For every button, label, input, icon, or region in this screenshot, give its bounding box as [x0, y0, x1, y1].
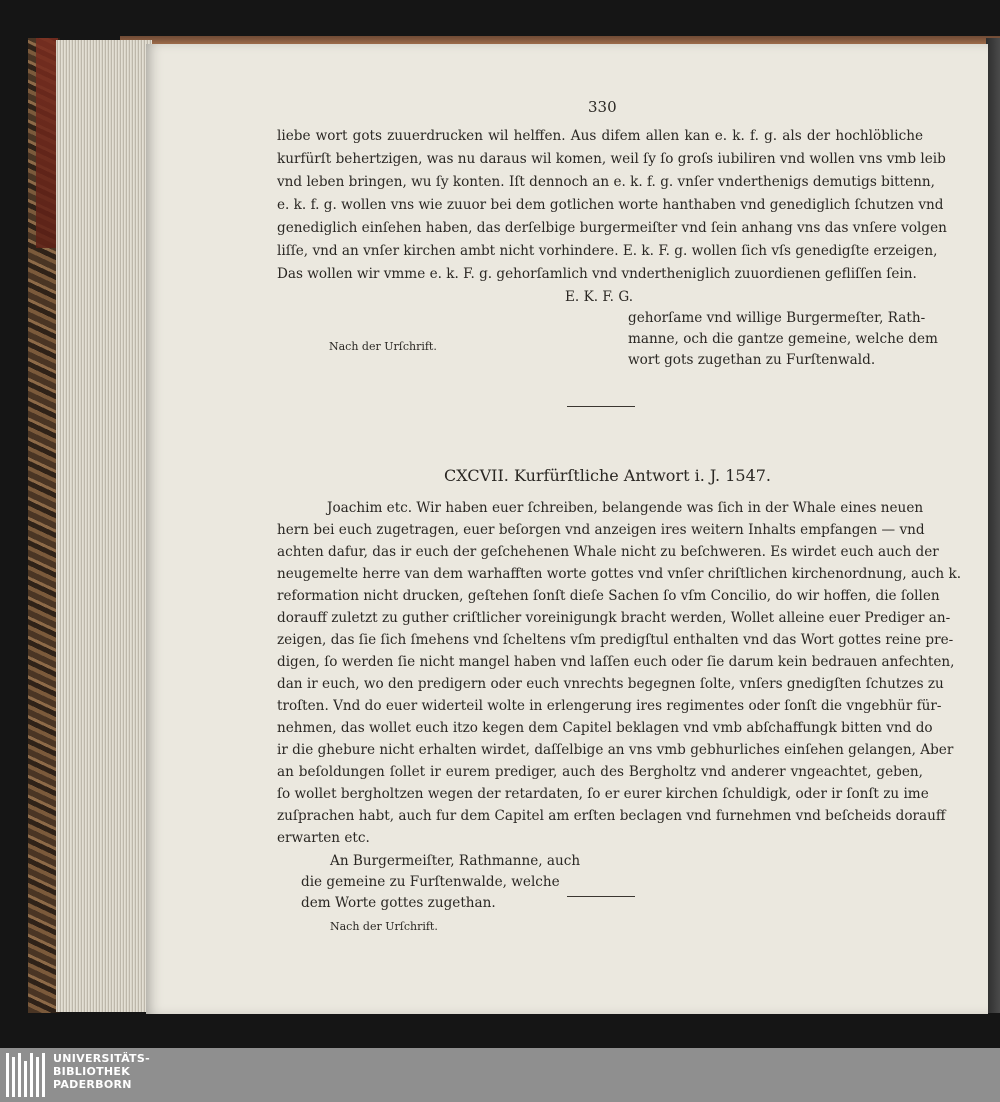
- letter2-line: nehmen, das wollet euch itzo kegen dem Capitel beklagen vnd vmb abſchaffungk bitten vnd do: [277, 720, 933, 736]
- letter2-line: Joachim etc. Wir haben euer ſchreiben, belangende was ſich in der Whale eines neuen: [327, 500, 924, 516]
- letter2-line: achten dafur, das ir euch der geſchehenen Whale nicht zu beſchweren. Es wirdet euch auch der: [277, 544, 939, 560]
- source-note: Nach der Urſchrift.: [330, 920, 438, 933]
- book-top-edge: [120, 36, 1000, 44]
- library-name-line: UNIVERSITÄTS-: [53, 1052, 150, 1065]
- address-line: An Burgermeiſter, Rathmanne, auch: [330, 853, 581, 869]
- letter1-line: e. k. f. g. wollen vns wie zuuor bei dem gotlichen worte hanthaben vnd genediglich ſchutzen vnd: [277, 197, 944, 213]
- letter2-line: ir die ghebure nicht erhalten wirdet, daſſelbige an vns vmb gebhurliches einſehen gelangen, Aber: [277, 742, 954, 758]
- right-board-edge: [986, 38, 1000, 1013]
- letter2-line: hern bei euch zugetragen, euer beſorgen vnd anzeigen ires weitern Inhalts empfangen — vnd: [277, 522, 925, 538]
- library-footer: [0, 1048, 1000, 1102]
- address-line: die gemeine zu Furſtenwalde, welche: [301, 874, 560, 890]
- letter2-line: dorauff zuletzt zu guther criſtlicher voreinigungk bracht werden, Wollet alleine euer Prediger an-: [277, 610, 951, 626]
- cover-spine-strip: [36, 38, 58, 248]
- letter1-line: Das wollen wir vmme e. k. F. g. gehorſamlich vnd vndertheniglich zuuordienen gefliſſen ſein.: [277, 266, 917, 282]
- library-name-line: PADERBORN: [53, 1078, 132, 1091]
- signature-line: wort gots zugethan zu Furſtenwald.: [628, 352, 876, 368]
- letter2-line: zeigen, das ſie ſich ſmehens vnd ſcheltens vſm predigſtul enthalten vnd das Wort gottes reine pre-: [277, 632, 954, 648]
- letter2-line: neugemelte herre van dem warhafften worte gottes vnd vnſer chriſtlichen kirchenordnung, auch k.: [277, 566, 962, 582]
- section-divider: [567, 406, 635, 407]
- page-stack-edge: [56, 40, 152, 1012]
- section-heading: CXCVII. Kurfürſtliche Antwort i. J. 1547.: [444, 466, 772, 485]
- library-logo-icon: [6, 1053, 48, 1097]
- letter1-line: liebe wort gots zuuerdrucken wil helffen. Aus difem allen kan e. k. f. g. als der hochlöbliche: [277, 128, 923, 144]
- address-line: dem Worte gottes zugethan.: [301, 895, 496, 911]
- letter1-line: liſſe, vnd an vnſer kirchen ambt nicht vorhindere. E. k. F. g. wollen ſich vſs genedigſte erzeigen,: [277, 243, 938, 259]
- page-number: 330: [588, 98, 617, 116]
- letter1-line: kurfürſt behertzigen, was nu daraus wil komen, weil ſy ſo groſs iubiliren vnd wollen vns vmb leib: [277, 151, 946, 167]
- source-note: Nach der Urſchrift.: [329, 340, 437, 353]
- letter2-line: dan ir euch, wo den predigern oder euch vnrechts begegnen ſolte, vnſers gnedigſten ſchutzes zu: [277, 676, 944, 692]
- letter2-line: reformation nicht drucken, geſtehen ſonſt dieſe Sachen ſo vſm Concilio, do wir hoffen, die ſollen: [277, 588, 940, 604]
- letter2-line: zuſprachen habt, auch fur dem Capitel am erſten beclagen vnd furnehmen vnd beſcheids dorauff: [277, 808, 946, 824]
- letter2-line: troſten. Vnd do euer widerteil wolte in erlengerung ires regimentes oder ſonſt die vngebhür für-: [277, 698, 942, 714]
- letter2-line: digen, ſo werden ſie nicht mangel haben vnd laſſen euch oder ſie darum kein bedrauen anfechten,: [277, 654, 955, 670]
- letter2-line: an beſoldungen ſollet ir eurem prediger, auch des Bergholtz vnd anderer vngeachtet, geben,: [277, 764, 923, 780]
- letter1-line: vnd leben bringen, wu ſy konten. Iſt dennoch an e. k. f. g. vnſer vnderthenigs demutigs bittenn,: [277, 174, 935, 190]
- library-name-line: BIBLIOTHEK: [53, 1065, 131, 1078]
- closing-initials: E. K. F. G.: [565, 289, 634, 305]
- letter2-line: erwarten etc.: [277, 830, 370, 846]
- letter2-line: ſo wollet bergholtzen wegen der retardaten, ſo er eurer kirchen ſchuldigk, oder ir ſonſt zu ime: [277, 786, 929, 802]
- section-divider: [567, 896, 635, 897]
- signature-line: gehorſame vnd willige Burgermeſter, Rath-: [628, 310, 926, 326]
- letter1-line: genediglich einſehen haben, das derſelbige burgermeiſter vnd ſein anhang vns das vnſere volgen: [277, 220, 947, 236]
- signature-line: manne, och die gantze gemeine, welche dem: [628, 331, 938, 347]
